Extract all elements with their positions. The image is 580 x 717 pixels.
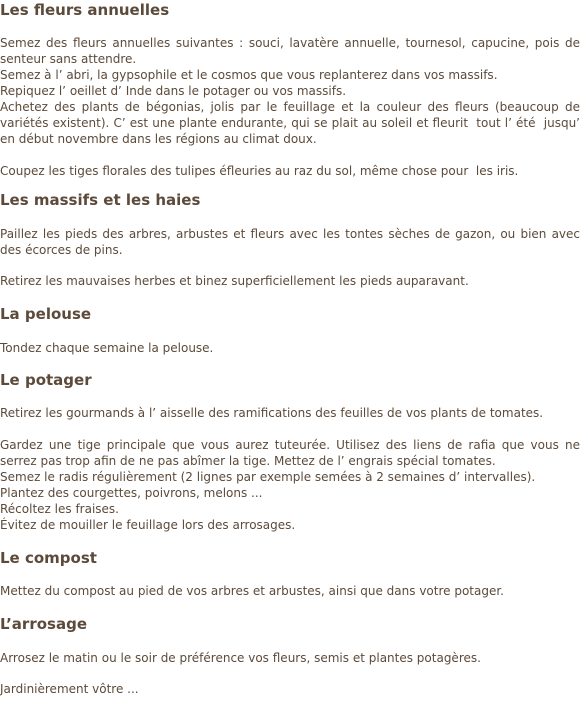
paragraph-signature: Jardinièrement vôtre ... (0, 682, 139, 696)
paragraph-tondez: Tondez chaque semaine la pelouse. (0, 341, 214, 355)
paragraph-arrosez: Arrosez le matin ou le soir de préférence vos fleurs, semis et plantes potagères. (0, 651, 481, 665)
paragraph-paillez: Paillez les pieds des arbres, arbustes et fleurs avec les tontes sèches de gazon, ou bien avec des écorces de pins. (0, 227, 580, 257)
section-title-compost: Le compost (0, 549, 97, 567)
section-title-arrosage: L’arrosage (0, 615, 87, 633)
section-title-fleurs-annuelles: Les fleurs annuelles (0, 1, 170, 19)
paragraph-tulipes: Coupez les tiges florales des tulipes éfleuries au raz du sol, même chose pour les iris. (0, 164, 519, 178)
paragraph-semez-abri: Semez à l’ abri, la gypsophile et le cosmos que vous replanterez dans vos massifs. (0, 68, 498, 82)
section-title-potager: Le potager (0, 371, 92, 389)
paragraph-gourmands: Retirez les gourmands à l’ aisselle des ramifications des feuilles de vos plants de tomates. (0, 406, 544, 420)
paragraph-tige-principale: Gardez une tige principale que vous aurez tuteurée. Utilisez des liens de rafia que vous ne serrez pas trop afin de ne pas abîmer la tige. Mettez de l’ engrais spécial tomates. (0, 438, 580, 468)
paragraph-begonias: Achetez des plants de bégonias, jolis par le feuillage et la couleur des fleurs (beaucoup de variétés existent). C’ est une plante endurante, qui se plait au soleil et fleurit tout l’ été jusqu’ en début novembre dans les régions au climat doux. (0, 100, 580, 146)
paragraph-feuillage: Évitez de mouiller le feuillage lors des arrosages. (0, 518, 296, 532)
paragraph-courgettes: Plantez des courgettes, poivrons, melons ... (0, 486, 263, 500)
paragraph-compost: Mettez du compost au pied de vos arbres et arbustes, ainsi que dans votre potager. (0, 584, 504, 598)
paragraph-mauvaises-herbes: Retirez les mauvaises herbes et binez superficiellement les pieds auparavant. (0, 274, 469, 288)
paragraph-repiquez-oeillet: Repiquez l’ oeillet d’ Inde dans le potager ou vos massifs. (0, 84, 347, 98)
section-title-pelouse: La pelouse (0, 305, 92, 323)
section-title-massifs-haies: Les massifs et les haies (0, 191, 201, 209)
paragraph-semez-annuelles: Semez des fleurs annuelles suivantes : souci, lavatère annuelle, tournesol, capucine, pois de senteur sans attendre. (0, 36, 580, 66)
paragraph-fraises: Récoltez les fraises. (0, 502, 119, 516)
paragraph-radis: Semez le radis régulièrement (2 lignes par exemple semées à 2 semaines d’ intervalles). (0, 470, 536, 484)
